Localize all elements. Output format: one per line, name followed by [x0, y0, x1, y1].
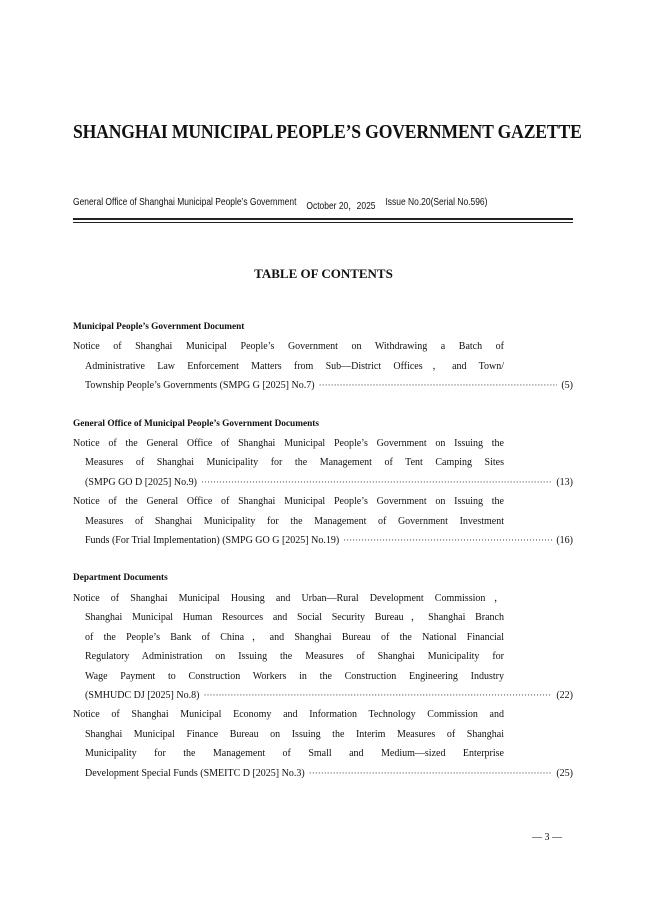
entry-line: Notice of Shanghai Municipal Economy and Information Technology Commission and [73, 709, 504, 721]
toc-entry[interactable] [73, 705, 573, 783]
entry-doc-number: Funds (For Trial Implementation) (SMPG GO G [2025] No.19) [85, 535, 340, 547]
entry-line: Notice of Shanghai Municipal People’s Government on Withdrawing a Batch of [73, 341, 504, 353]
toc-section [73, 569, 573, 782]
section-title: Department Documents [73, 573, 168, 584]
entry-doc-number: (SMPG GO D [2025] No.9) [85, 476, 197, 488]
header-rule-thin [73, 222, 573, 223]
toc-entry[interactable] [73, 492, 573, 550]
entry-line: Notice of the General Office of Shanghai Municipal People’s Government on Issuing the [73, 496, 504, 508]
leader-dots [309, 764, 553, 783]
entry-doc-number: Development Special Funds (SMEITC D [2025] No.3) [85, 767, 305, 779]
entry-last-line [73, 473, 573, 492]
entry-last-line [73, 376, 573, 395]
entry-last-line [73, 686, 573, 705]
page-number: — 3 — [532, 832, 562, 843]
entry-line: Regulatory Administration on Issuing the Measures of Shanghai Municipality for [85, 651, 504, 663]
entry-doc-number: Township People’s Governments (SMPG G [2025] No.7) [85, 380, 315, 392]
section-title: General Office of Municipal People’s Government Documents [73, 418, 319, 429]
toc-entry[interactable] [73, 589, 573, 705]
entry-line: Wage Payment to Construction Workers in the Construction Engineering Industry [85, 670, 504, 682]
entry-last-line [73, 531, 573, 550]
issue-date: October 20，2025 [306, 201, 376, 212]
leader-dots [201, 473, 552, 492]
entry-line: Municipality for the Management of Small and Medium—sized Enterprise [85, 748, 504, 760]
entry-page[interactable]: (5) [561, 380, 573, 392]
entry-line: Shanghai Municipal Finance Bureau on Issuing the Interim Measures of Shanghai [85, 728, 504, 740]
header-rule-thick [73, 218, 573, 220]
entry-line: Notice of Shanghai Municipal Housing and Urban—Rural Development Commission， [73, 592, 504, 604]
section-title: Municipal People’s Government Document [73, 322, 245, 332]
entry-line: Notice of the General Office of Shanghai Municipal People’s Government on Issuing the [73, 438, 504, 450]
entry-line: of the People’s Bank of China，and Shanghai Bureau of the National Financial [85, 631, 504, 643]
entry-line: Measures of Shanghai Municipality for the Management of Government Investment [85, 515, 504, 527]
toc-section [73, 318, 573, 396]
entry-line: Administrative Law Enforcement Matters from Sub—District Offices，and Town/ [85, 360, 504, 372]
entry-line: Measures of Shanghai Municipality for the Management of Tent Camping Sites [85, 457, 504, 469]
entry-doc-number: (SMHUDC DJ [2025] No.8) [85, 689, 200, 701]
entry-line: Shanghai Municipal Human Resources and Social Security Bureau，Shanghai Branch [85, 612, 504, 624]
toc-heading: TABLE OF CONTENTS [254, 266, 393, 281]
toc-entry[interactable] [73, 337, 573, 395]
table-of-contents [73, 318, 573, 783]
toc-entry[interactable] [73, 434, 573, 492]
entry-last-line [73, 764, 573, 783]
leader-dots [319, 376, 558, 395]
entry-page[interactable]: (16) [556, 535, 573, 547]
leader-dots [203, 686, 552, 705]
entry-page[interactable]: (13) [556, 476, 573, 488]
issuing-office: General Office of Shanghai Municipal People’s Government [73, 197, 297, 208]
entry-page[interactable]: (22) [556, 689, 573, 701]
gazette-title: SHANGHAI MUNICIPAL PEOPLE’S GOVERNMENT GAZETTE [73, 121, 582, 143]
leader-dots [343, 531, 552, 550]
masthead [73, 197, 488, 211]
toc-section [73, 415, 573, 551]
issue-number: Issue No.20(Serial No.596) [385, 197, 488, 208]
entry-page[interactable]: (25) [556, 767, 573, 779]
